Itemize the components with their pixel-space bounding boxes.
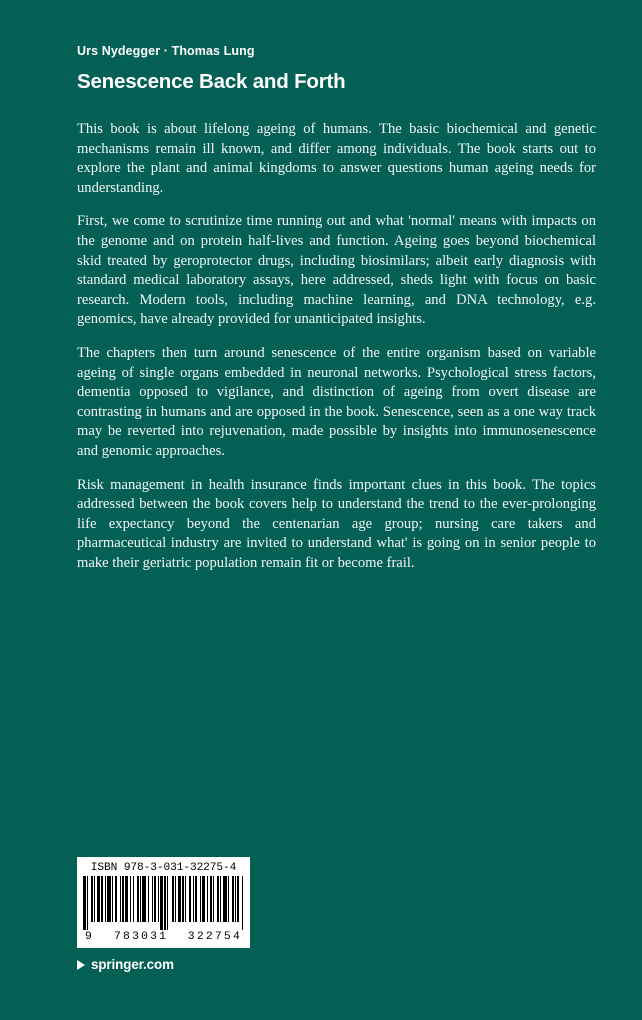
ean-left-group: 783031 — [114, 930, 169, 943]
barcode-bars — [83, 876, 245, 922]
isbn-barcode — [77, 857, 250, 948]
blurb-paragraph: Risk management in health insurance finds important clues in this book. The topics addressed between the book covers help to understand the trend to the ever-prolonging life expectancy beyond the centenarian age group; nursing care takers and pharmaceutical industry are invited to understand what' is going on in senior people to make their geriatric population remain fit or become frail. — [77, 476, 596, 571]
ean-digits — [84, 932, 243, 944]
blurb-paragraph: The chapters then turn around senescence of the entire organism based on variable ageing of single organs embedded in neuronal networks. Psychological stress factors, dementia opposed to vigilance, and distinction of ageing from overt disease are contrasting in humans and are opposed in the book. Senescence, seen as a one way track may be reverted into rejuvenation, made possible by insights into immunosenescence and genomic approaches. — [77, 344, 596, 459]
barcode-bar — [243, 876, 245, 922]
blurb-text-block — [77, 120, 596, 573]
authors-line: Urs Nydegger · Thomas Lung — [77, 44, 255, 58]
blurb-paragraph: This book is about lifelong ageing of humans. The basic biochemical and genetic mechanisms remain ill known, and differ among individuals. The book starts out to explore the plant and animal kingdoms to answer questions human ageing needs for understanding. — [77, 121, 596, 196]
barcode-bars-area — [84, 876, 243, 932]
ean-lead-digit: 9 — [85, 930, 93, 943]
blurb-paragraph: First, we come to scrutinize time running out and what 'normal' means with impacts on the genome and on protein half-lives and function. Ageing goes beyond biochemical skid treated by geroprotector drugs, including biosimilars; albeit early diagnosis with standard medical laboratory assays, here addressed, sheds light with focus on basic research. Modern tools, including machine learning, and DNA technology, e.g. genomics, have already provided for unanticipated insights. — [77, 213, 596, 328]
cover-header — [77, 44, 597, 94]
isbn-number: ISBN 978-3-031-32275-4 — [90, 862, 237, 874]
ean-right-group: 322754 — [187, 930, 242, 943]
springer-footer[interactable] — [77, 958, 174, 971]
springer-url[interactable]: springer.com — [91, 957, 174, 972]
play-triangle-icon — [77, 960, 85, 970]
book-title: Senescence Back and Forth — [77, 70, 346, 93]
